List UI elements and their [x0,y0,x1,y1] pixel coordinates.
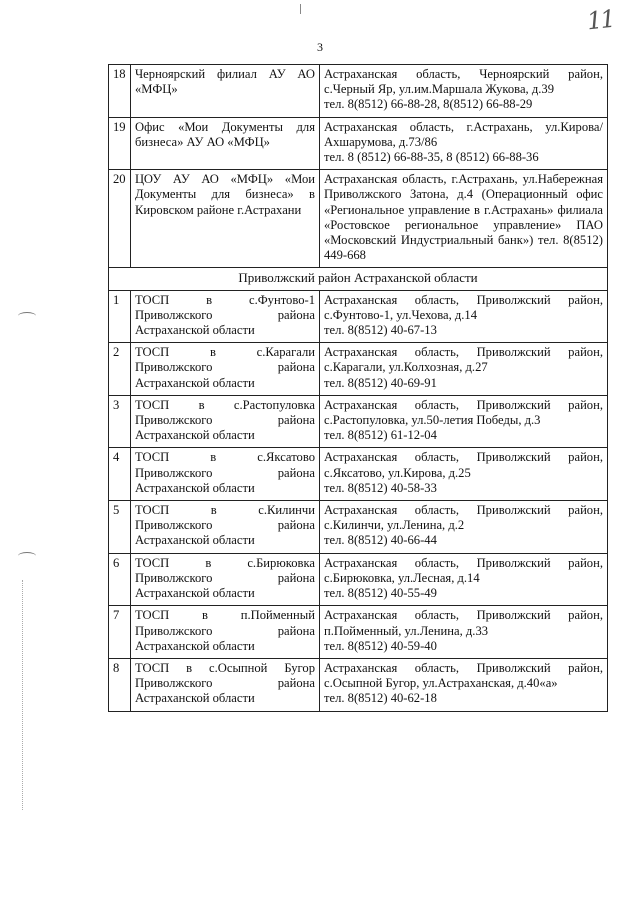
office-phone: тел. 8(8512) 40-59-40 [324,638,437,653]
office-name: ТОСП в с.Фунтово-1 Приволжского района Астраханской области [131,290,320,343]
row-number: 18 [109,65,131,118]
row-number: 20 [109,170,131,268]
office-name: Офис «Мои Документы для бизнеса» АУ АО «МФЦ» [131,117,320,170]
office-address: Астраханская область, Приволжский район, с.Осыпной Бугор, ул.Астраханская, д.40«а» [324,660,603,691]
office-address: Астраханская область, Приволжский район, с.Растопуловка, ул.50-летия Победы, д.3 [324,397,603,428]
table-row [109,117,608,170]
office-name: ТОСП в с.Осыпной Бугор Приволжского района Астраханской области [131,658,320,711]
table-row [109,553,608,606]
office-address: Астраханская область, Приволжский район, с.Яксатово, ул.Кирова, д.25 [324,450,603,480]
office-phone: тел. 8(8512) 40-69-91 [324,375,437,390]
office-address-cell [320,343,608,396]
office-address: Астраханская область, Черноярский район, с.Черный Яр, ул.им.Маршала Жукова, д.39 [324,67,603,97]
row-number: 4 [109,448,131,501]
office-address-cell [320,501,608,554]
row-number: 3 [109,395,131,448]
row-number: 2 [109,343,131,396]
office-name: ТОСП в с.Яксатово Приволжского района Астраханской области [131,448,320,501]
table-row [109,658,608,711]
row-number: 6 [109,553,131,606]
table-row [109,290,608,343]
punch-hole-mark [18,312,36,320]
office-address-cell [320,65,608,118]
office-phone: тел. 8(8512) 40-62-18 [324,691,437,706]
office-address-cell [320,658,608,711]
office-address: Астраханская область, Приволжский район, с.Бирюковка, ул.Лесная, д.14 [324,555,603,585]
handwritten-page-mark: 11 [585,4,615,36]
page-number: 3 [317,40,323,54]
office-phone: тел. 8(8512) 40-55-49 [324,586,437,601]
office-phone: тел. 8(8512) 40-67-13 [324,323,437,338]
table-row [109,448,608,501]
table-row [109,170,608,268]
office-address-cell [320,395,608,448]
office-address: Астраханская область, г.Астрахань, ул.Кирова/Ахшарумова, д.73/86 [324,119,603,149]
office-name: ТОСП в с.Бирюковка Приволжского района Астраханской области [131,553,320,606]
offices-table [108,64,608,712]
office-name: ТОСП в с.Растопуловка Приволжского района Астраханской области [131,395,320,448]
office-address-cell [320,170,608,268]
office-address: Астраханская область, Приволжский район, с.Фунтово-1, ул.Чехова, д.14 [324,292,603,322]
office-phone: тел. 8(8512) 40-66-44 [324,533,437,548]
office-address-cell [320,553,608,606]
table-row [109,606,608,659]
office-address-cell [320,290,608,343]
office-address: Астраханская область, Приволжский район, с.Килинчи, ул.Ленина, д.2 [324,503,603,533]
row-number: 5 [109,501,131,554]
row-number: 1 [109,290,131,343]
office-name: ТОСП в с.Килинчи Приволжского района Астраханской области [131,501,320,554]
row-number: 8 [109,658,131,711]
row-number: 7 [109,606,131,659]
section-heading: Приволжский район Астраханской области [109,268,608,290]
office-address: Астраханская область, Приволжский район, с.Карагали, ул.Колхозная, д.27 [324,345,603,375]
table-row [109,501,608,554]
office-name: ЦОУ АУ АО «МФЦ» «Мои Документы для бизнеса» в Кировском районе г.Астрахани [131,170,320,268]
table-row [109,343,608,396]
office-phone: тел. 8(8512) 61-12-04 [324,428,437,443]
office-phone: тел. 8 (8512) 66-88-35, 8 (8512) 66-88-36 [324,150,539,165]
office-address-cell [320,606,608,659]
office-name: ТОСП в п.Пойменный Приволжского района Астраханской области [131,606,320,659]
office-address-cell [320,448,608,501]
scan-margin-dots [22,580,24,810]
section-row [109,268,608,290]
table-row [109,395,608,448]
punch-hole-mark [18,552,36,560]
scan-tick-mark [300,4,301,14]
office-phone: тел. 8(8512) 66-88-28, 8(8512) 66-88-29 [324,97,533,112]
office-address: Астраханская область, г.Астрахань, ул.Набережная Приволжского Затона, д.4 (Операционный офис «Региональное управление в г.Астрахань» филиала «Ростовское региональное управление» ПАО «Московский Индустриальный банк») тел. 8(8512) 449-668 [324,172,603,263]
office-phone: тел. 8(8512) 40-58-33 [324,480,437,495]
office-name: ТОСП в с.Карагали Приволжского района Астраханской области [131,343,320,396]
office-address: Астраханская область, Приволжский район, п.Пойменный, ул.Ленина, д.33 [324,608,603,638]
office-address-cell [320,117,608,170]
table-row [109,65,608,118]
row-number: 19 [109,117,131,170]
office-name: Черноярский филиал АУ АО «МФЦ» [131,65,320,118]
